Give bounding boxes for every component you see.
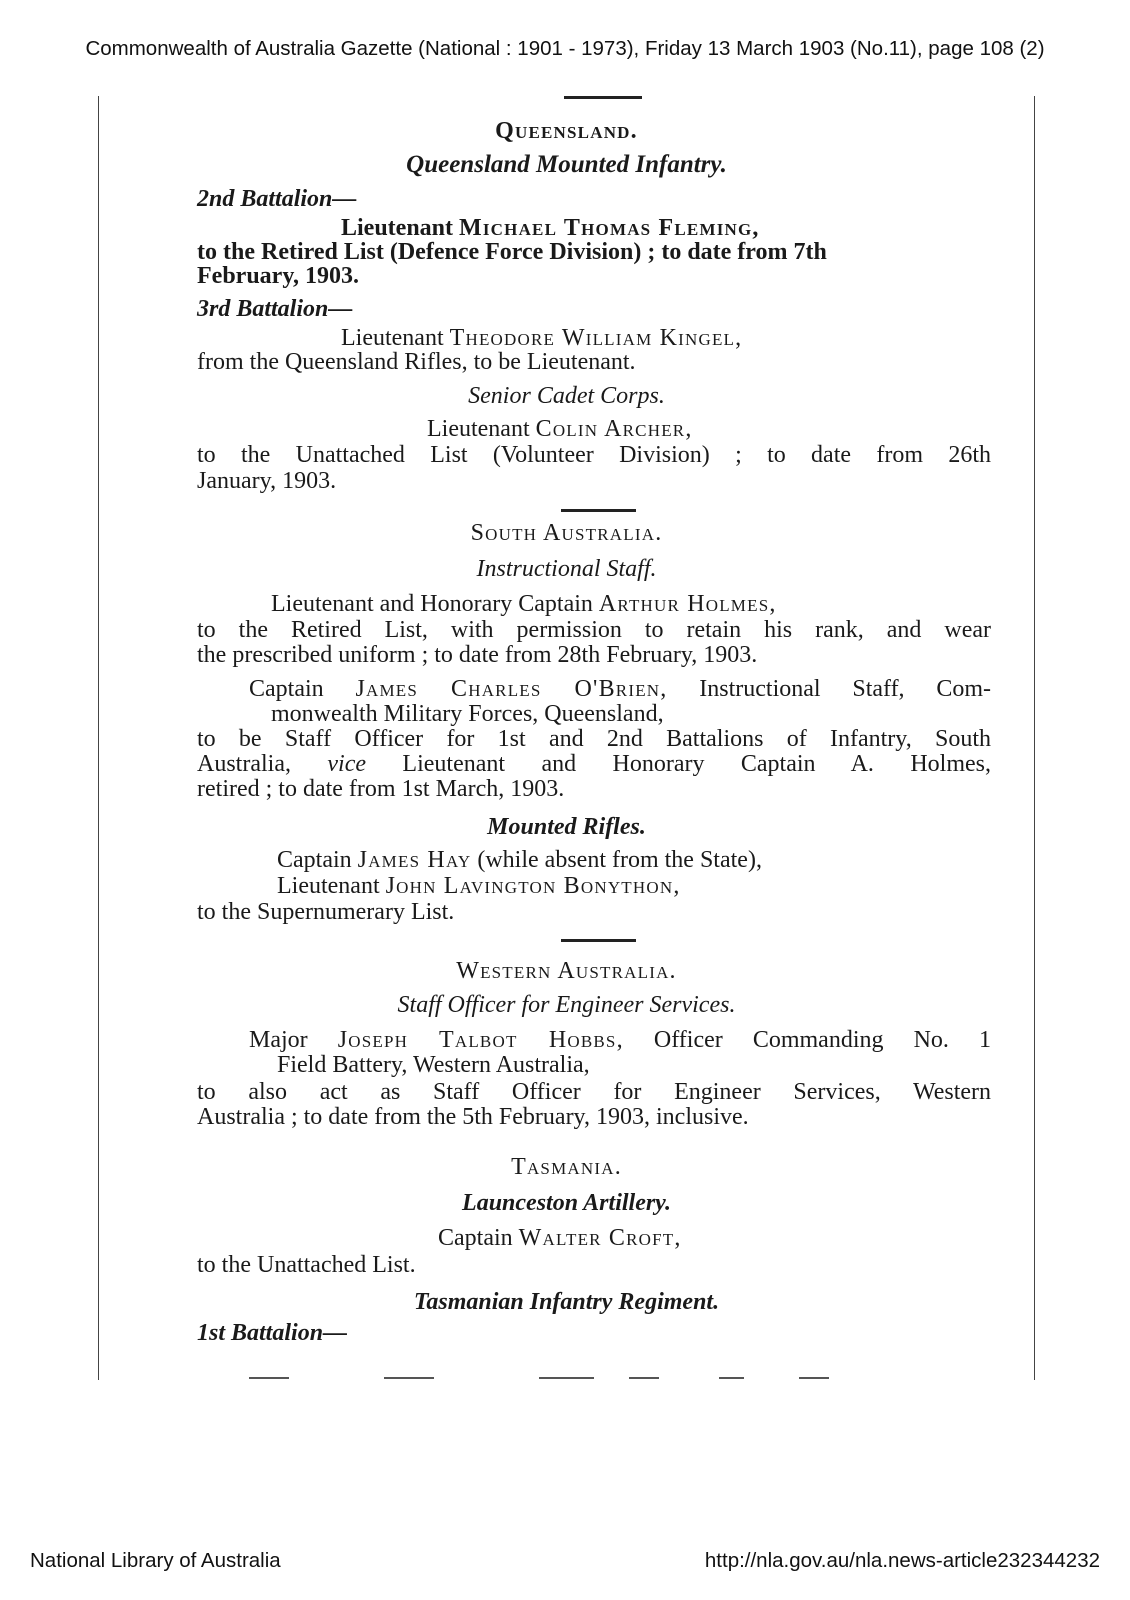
entry-text: to be Staff Officer for 1st and 2nd Battalions of Infantry, South [197, 726, 991, 752]
gazette-clipping [98, 96, 1035, 1380]
entry-text: Field Battery, Western Australia, [277, 1052, 590, 1078]
officer-rank: Lieutenant and Honorary Captain [271, 591, 593, 617]
officer-description: Instructional Staff, Com- [699, 676, 992, 702]
officer-rank: Lieutenant [427, 416, 530, 442]
officer-name: John Lavington Bonython, [385, 873, 681, 899]
unit-heading: Mounted Rifles. [487, 814, 646, 840]
unit-heading: Queensland Mounted Infantry. [406, 151, 727, 178]
officer-rank: Captain [249, 676, 324, 702]
officer-description: Officer Commanding No. 1 [653, 1027, 992, 1053]
battalion-label: 3rd Battalion— [197, 296, 353, 322]
entry-text: Australia ; to date from the 5th February, 1903, inclusive. [197, 1104, 749, 1130]
footer-article-url[interactable]: http://nla.gov.au/nla.news-article232344232 [704, 1549, 1100, 1572]
page-header: Commonwealth of Australia Gazette (National : 1901 - 1973), Friday 13 March 1903 (No.11), page 108 (2) [85, 37, 1045, 60]
officer-name: Michael Thomas Fleming, [459, 215, 760, 241]
cropped-text-fragment [249, 1377, 289, 1379]
officer-entry [249, 675, 991, 703]
cropped-text-fragment [539, 1377, 594, 1379]
section-title-queensland: Queensland. [495, 118, 638, 144]
entry-text: to the Retired List, with permission to retain his rank, and wear [197, 617, 991, 643]
officer-rank: Lieutenant [341, 215, 454, 241]
section-divider [561, 509, 636, 512]
entry-text: from the Queensland Rifles, to be Lieutenant. [197, 349, 636, 375]
footer-library-name: National Library of Australia [30, 1549, 281, 1572]
entry-text: February, 1903. [197, 263, 359, 289]
entry-text: to the Unattached List. [197, 1252, 416, 1278]
cropped-text-fragment [629, 1377, 659, 1379]
section-title-western-australia: Western Australia. [456, 958, 677, 984]
entry-text: monwealth Military Forces, Queensland, [271, 701, 664, 727]
officer-name: Joseph Talbot Hobbs, [337, 1027, 624, 1053]
battalion-label: 2nd Battalion— [197, 186, 357, 212]
entry-text: to the Retired List (Defence Force Division) ; to date from 7th [197, 239, 827, 265]
entry-text: to the Supernumerary List. [197, 899, 455, 925]
officer-name: James Charles O'Brien, [355, 676, 668, 702]
officer-rank: Captain [438, 1225, 513, 1251]
officer-entry [277, 846, 762, 874]
officer-rank: Major [249, 1027, 308, 1053]
officer-entry [427, 415, 693, 443]
officer-name: Colin Archer, [535, 416, 693, 442]
officer-name: Arthur Holmes, [598, 591, 777, 617]
officer-entry [438, 1224, 682, 1252]
officer-name: James Hay [357, 847, 472, 873]
officer-rank: Lieutenant [341, 325, 444, 351]
entry-text: to also act as Staff Officer for Engineer Services, Western [197, 1079, 991, 1105]
section-divider [561, 939, 636, 942]
entry-text: Australia, vice Lieutenant and Honorary Captain A. Holmes, [197, 751, 992, 777]
officer-entry [271, 590, 777, 618]
officer-description: (while absent from the State), [477, 847, 762, 873]
officer-entry [249, 1026, 991, 1054]
entry-text: retired ; to date from 1st March, 1903. [197, 776, 565, 802]
cropped-text-fragment [799, 1377, 829, 1379]
section-divider [564, 96, 642, 99]
cropped-text-fragment [719, 1377, 744, 1379]
unit-heading: Staff Officer for Engineer Services. [397, 992, 736, 1018]
unit-heading: Senior Cadet Corps. [468, 383, 665, 409]
unit-heading: Tasmanian Infantry Regiment. [413, 1289, 720, 1315]
unit-heading: Launceston Artillery. [462, 1190, 671, 1216]
entry-text: the prescribed uniform ; to date from 28th February, 1903. [197, 642, 758, 668]
unit-heading: Instructional Staff. [476, 556, 657, 582]
entry-text: January, 1903. [197, 468, 337, 494]
officer-name: Theodore William Kingel, [449, 325, 743, 351]
officer-rank: Lieutenant [277, 873, 380, 899]
officer-name: Walter Croft, [518, 1225, 682, 1251]
cropped-text-fragment [384, 1377, 434, 1379]
entry-text: to the Unattached List (Volunteer Division) ; to date from 26th [197, 442, 991, 468]
officer-rank: Captain [277, 847, 352, 873]
section-title-south-australia: South Australia. [470, 520, 663, 546]
battalion-label: 1st Battalion— [197, 1320, 348, 1346]
officer-entry [277, 872, 681, 900]
section-title-tasmania: Tasmania. [511, 1154, 622, 1180]
